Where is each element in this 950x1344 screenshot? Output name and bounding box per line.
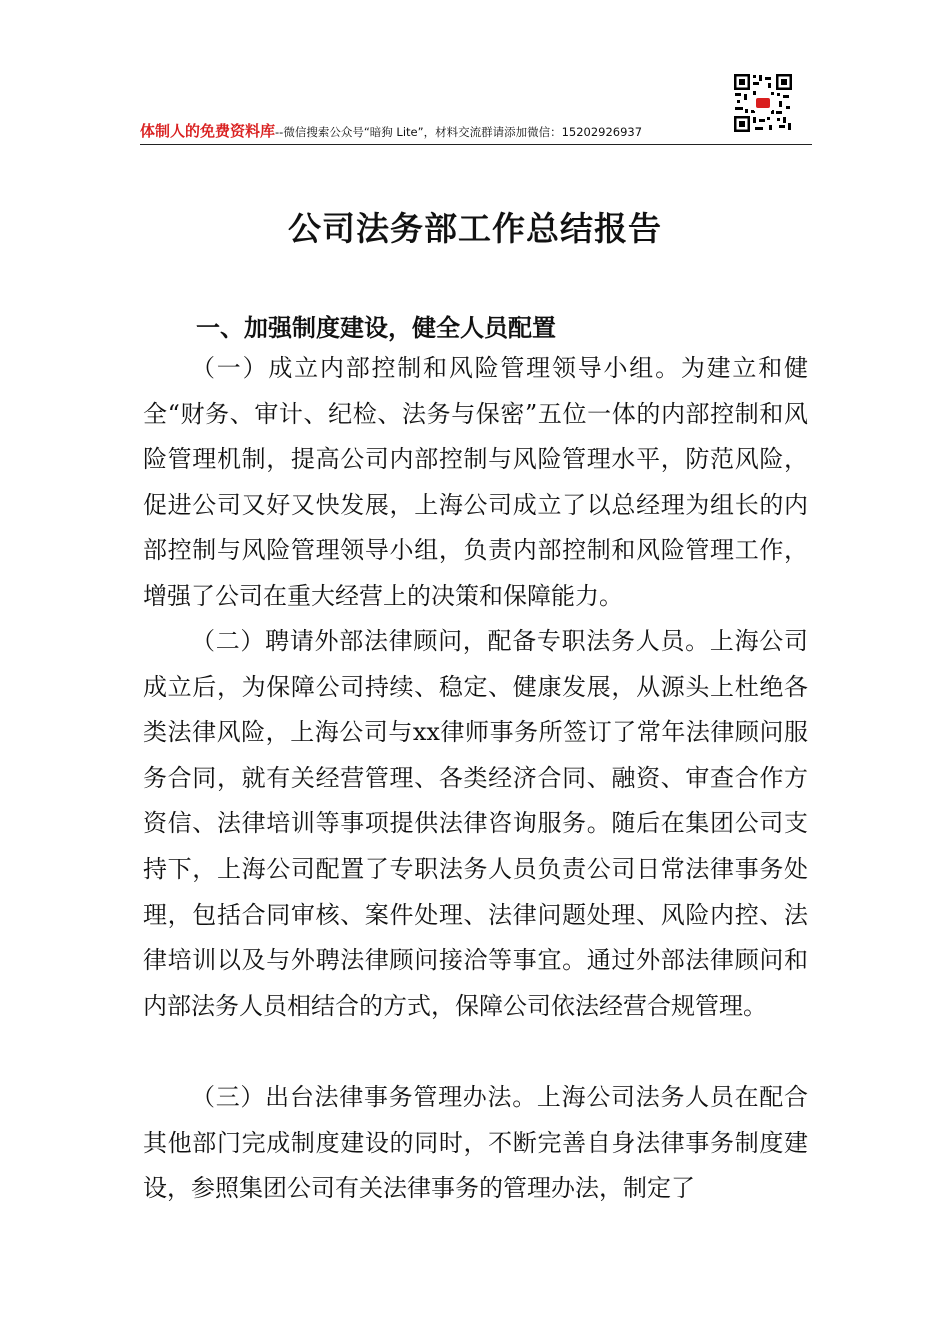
paragraph: （三）出台法律事务管理办法。上海公司法务人员在配合其他部门完成制度建设的同时，不断完善自身法律事务制度建设，参照集团公司有关法律事务的管理办法，制定了 [143,1083,808,1203]
header-brand: 体制人的免费资料库 [140,122,276,140]
paragraph: （二）聘请外部法律顾问，配备专职法务人员。上海公司成立后，为保障公司持续、稳定、健康发展，从源头上杜绝各类法律风险，上海公司与xx律师事务所签订了常年法律顾问服务合同，就有关经营管理、各类经济合同、融资、审查合作方资信、法律培训等事项提供法律咨询服务。随后在集团公司支持下，上海公司配置了专职法务人员负责公司日常法律事务处理，包括合同审核、案件处理、法律问题处理、风险内控、法律培训以及与外聘法律顾问接洽等事宜。通过外部法律顾问和内部法务人员相结合的方式，保障公司依法经营合规管理。 [143,627,808,1020]
section-heading: 一、加强制度建设，健全人员配置 [196,314,556,342]
qr-code-icon [733,73,793,133]
header-divider [140,144,812,145]
document-title: 公司法务部工作总结报告 [288,209,662,248]
paragraph: （一）成立内部控制和风险管理领导小组。为建立和健全“财务、审计、纪检、法务与保密”五位一体的内部控制和风险管理机制，提高公司内部控制与风险管理水平，防范风险，促进公司又好又快发展，上海公司成立了以总经理为组长的内部控制与风险管理领导小组，负责内部控制和风险管理工作，增强了公司在重大经营上的决策和保障能力。 [143,354,808,610]
page-header [140,120,812,144]
header-promo: --微信搜索公众号“暗狗 Lite”，材料交流群请添加微信：15202926937 [275,125,643,139]
